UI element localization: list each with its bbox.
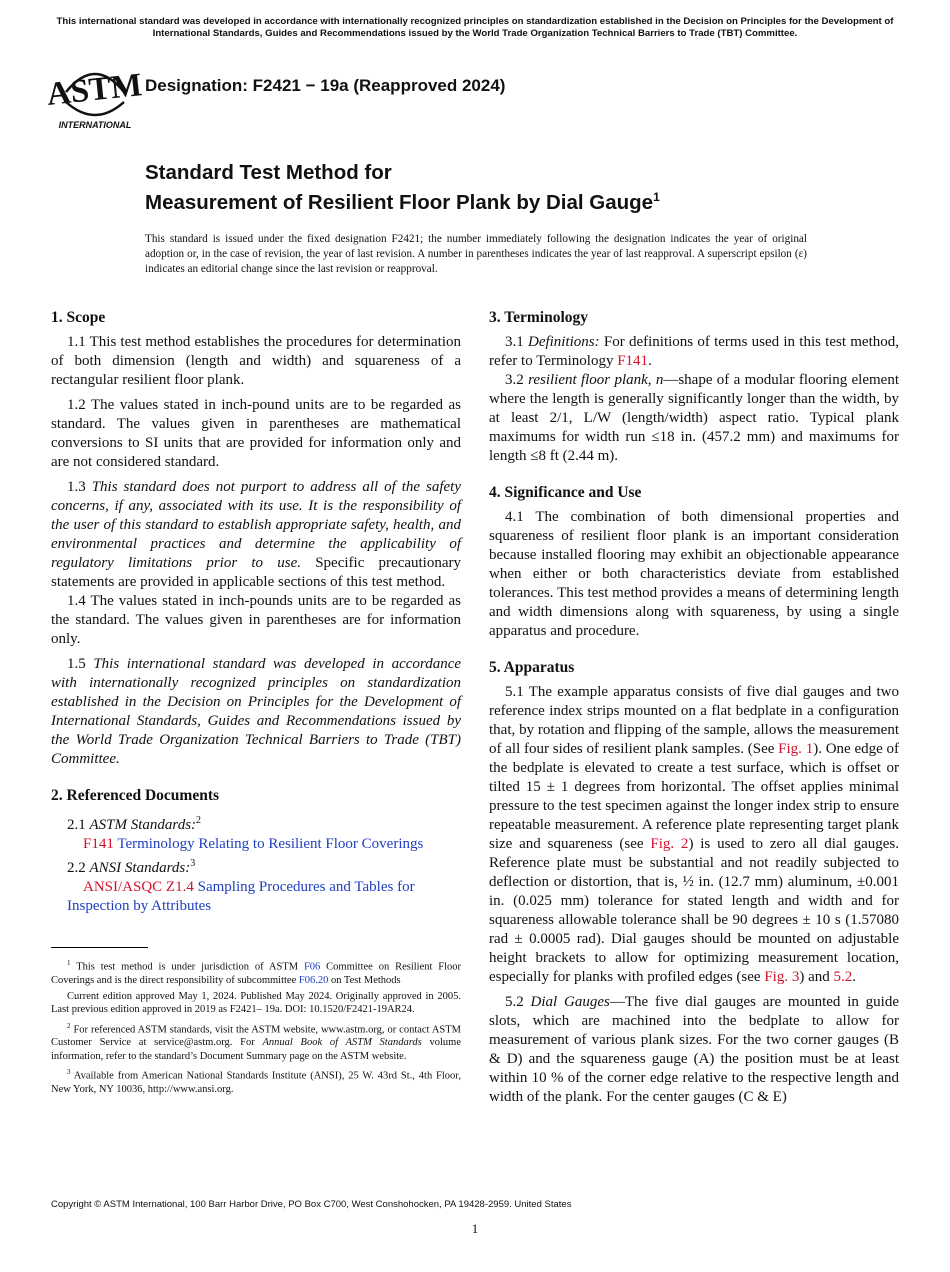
para-4-1: 4.1 The combination of both dimensional properties and squareness of resilient floor plank is an important consideration because installed flooring may exhibit an objectionable appearance when either or both characteristics deviate from established tolerances. This test method provides a means of determining length and width dimensions along with squareness, by using a single apparatus and procedure. (489, 509, 899, 639)
edition-note: Current edition approved May 1, 2024. Published May 2024. Originally approved in 2005. Last previous edition approved in 2019 as F2421– 19a. DOI: 10.1520/F2421-19AR24. (51, 991, 461, 1016)
para-1-2: 1.2 The values stated in inch-pound units are to be regarded as standard. The values given in parentheses are mathematical conversions to SI units that are provided for information only and are not considered standard. (51, 397, 461, 470)
title-line-1: Standard Test Method for (145, 161, 392, 184)
footnote-1: $^1$ This test method is under jurisdiction of ASTM F06 Committee on Resilient Floor Coverings and is the direct responsibility of subcommittee F06.20 on Test Methods (51, 959, 462, 986)
para-5-1: 5.1 The example apparatus consists of five dial gauges and two reference index strips mounted on a flat bedplate in a configuration that, by rotation and flipping of the sample, allows the measurement of all four sides of resilient plank samples. (See Fig. 1). One edge of the bedplate is elevated to create a test surface, which is offset or tilted 15 ± 1 degrees from horizontal. The offset applies minimal pressure to the test specimen against the longer index strip to ensure repeatable measurement. A reference plate representing target plank size and squareness (see Fig. 2) is used to zero all dial gauges. Reference plate must be substantial and not readily subjected to deflection or distortion, that is, ½ in. (12.7 mm) aluminum, ±0.001 in. (0.025 mm) tolerance for stated length and width and for squareness allowable tolerance shall be 90 degrees ± 10 s (1.57080 rad ± 0.0005 rad). Dial gauges should be mounted on adjustable height brackets to allow for optimizing measurement location, especially for planks with profiled edges (see Fig. 3) and 5.2. (489, 684, 900, 985)
link-ansi-title[interactable]: Sampling Procedures and Tables for Inspection by Attributes (67, 879, 415, 914)
title-line-2: Measurement of Resilient Floor Plank by Dial Gauge (145, 191, 654, 214)
link-f06[interactable]: F06 (303, 961, 321, 973)
footnotes (51, 957, 461, 1096)
para-1-1: 1.1 This test method establishes the procedures for determination of both dimension (length and width) and squareness of a rectangular resilient floor plank. (51, 334, 461, 388)
copyright-notice: Copyright © ASTM International, 100 Barr Harbor Drive, PO Box C700, West Conshohocken, PA 19428-2959. United States (51, 1199, 572, 1210)
left-column (51, 308, 461, 916)
link-fig-1[interactable]: Fig. 1 (778, 741, 814, 757)
title-footnote-ref: 1 (653, 190, 660, 204)
issuance-note: This standard is issued under the fixed designation F2421; the number immediately following the designation indicates the year of original adoption or, in the case of revision, the year of last revision. A number in parentheses indicates the year of last reapproval. A superscript epsilon (ε) indicates an editorial change since the last revision or reapproval. (145, 233, 807, 275)
section-1-heading: 1. Scope (51, 309, 106, 326)
para-1-4: 1.4 The values stated in inch-pounds units are to be regarded as the standard. The values given in parentheses are for information only. (51, 593, 461, 647)
section-2-heading: 2. Referenced Documents (51, 787, 220, 804)
astm-standards-label: 2.1 ASTM Standards:$^2$ (67, 815, 202, 833)
section-5-heading: 5. Apparatus (489, 659, 575, 676)
para-5-2: 5.2 Dial Gauges—The five dial gauges are mounted in guide slots, which are machined into the bedplate to allow for measurement of various plank sizes. For the two corner gauges (B & D) and the squareness gauge (A) the position must be at least within 10 % of the corner edge relative to the respective length and width of the plank. For the center gauges (C & E) (489, 994, 899, 1105)
designation: Designation: F2421 − 19a (Reapproved 2024) (145, 76, 506, 95)
footnote-3: $^3$ Available from American National Standards Institute (ANSI), 25 W. 43rd St., 4th Floor, New York, NY 10036, http://www.ansi.org. (51, 1068, 462, 1095)
footnote-2: $^2$ For referenced ASTM standards, visit the ASTM website, www.astm.org, or contact ASTM Customer Service at service@astm.org. For Annual Book of ASTM Standards volume information, refer to the standard’s Document Summary page on the ASTM website. (51, 1021, 462, 1062)
international-standard-notice: This international standard was developed in accordance with internationally recognized principles on standardization established in the Decision on Principles for the Development of International Standards, Guides and Recommendations issued by the World Trade Organization Technical Barriers to Trade (TBT) Committee. (56, 16, 894, 39)
para-1-5: 1.5 This international standard was developed in accordance with internationally recognized principles on standardization established in the Decision on Principles for the Development of International Standards, Guides and Recommendations issued by the World Trade Organization Technical Barriers to Trade (TBT) Committee. (51, 656, 462, 767)
document-title (145, 160, 660, 215)
reference-f141 (51, 835, 461, 854)
link-fig-2[interactable]: Fig. 2 (650, 836, 689, 852)
para-3-2: 3.2 resilient floor plank, n—shape of a modular flooring element where the length is generally significantly longer than the width, by at least 2/1, L/W (length/width) aspect ratio. Typical plank maximums for width run ≤18 in. (457.2 mm) and maximums for length ≤8 ft (2.44 m). (489, 372, 899, 464)
ansi-standards-label: 2.2 ANSI Standards:$^3$ (67, 858, 196, 876)
link-terminology-f141[interactable]: F141 (617, 353, 649, 369)
right-column (489, 308, 899, 1107)
link-section-5-2[interactable]: 5.2 (833, 969, 853, 985)
reference-ansi (51, 878, 461, 916)
footnote-rule (51, 947, 148, 948)
section-3-heading: 3. Terminology (489, 309, 589, 326)
svg-text:ASTM: ASTM (45, 67, 144, 113)
section-4-heading: 4. Significance and Use (489, 484, 642, 501)
link-f06-20[interactable]: F06.20 (298, 974, 329, 986)
svg-text:INTERNATIONAL: INTERNATIONAL (58, 120, 132, 130)
link-f141-title[interactable]: Terminology Relating to Resilient Floor Coverings (117, 836, 424, 852)
link-f141[interactable]: F141 (83, 836, 114, 852)
para-3-1: 3.1 Definitions: For definitions of terms used in this test method, refer to Terminology F141. (489, 334, 899, 369)
link-ansi[interactable]: ANSI/ASQC Z1.4 (83, 879, 194, 895)
page-number: 1 (471, 1221, 479, 1236)
astm-international-logo (45, 56, 144, 132)
link-fig-3[interactable]: Fig. 3 (764, 969, 800, 985)
para-1-3: 1.3 This standard does not purport to address all of the safety concerns, if any, associated with its use. It is the responsibility of the user of this standard to establish appropriate safety, health, and environmental practices and determine the applicability of regulatory limitations prior to use. Specific precautionary statements are provided in applicable sections of this test method. (51, 479, 462, 590)
